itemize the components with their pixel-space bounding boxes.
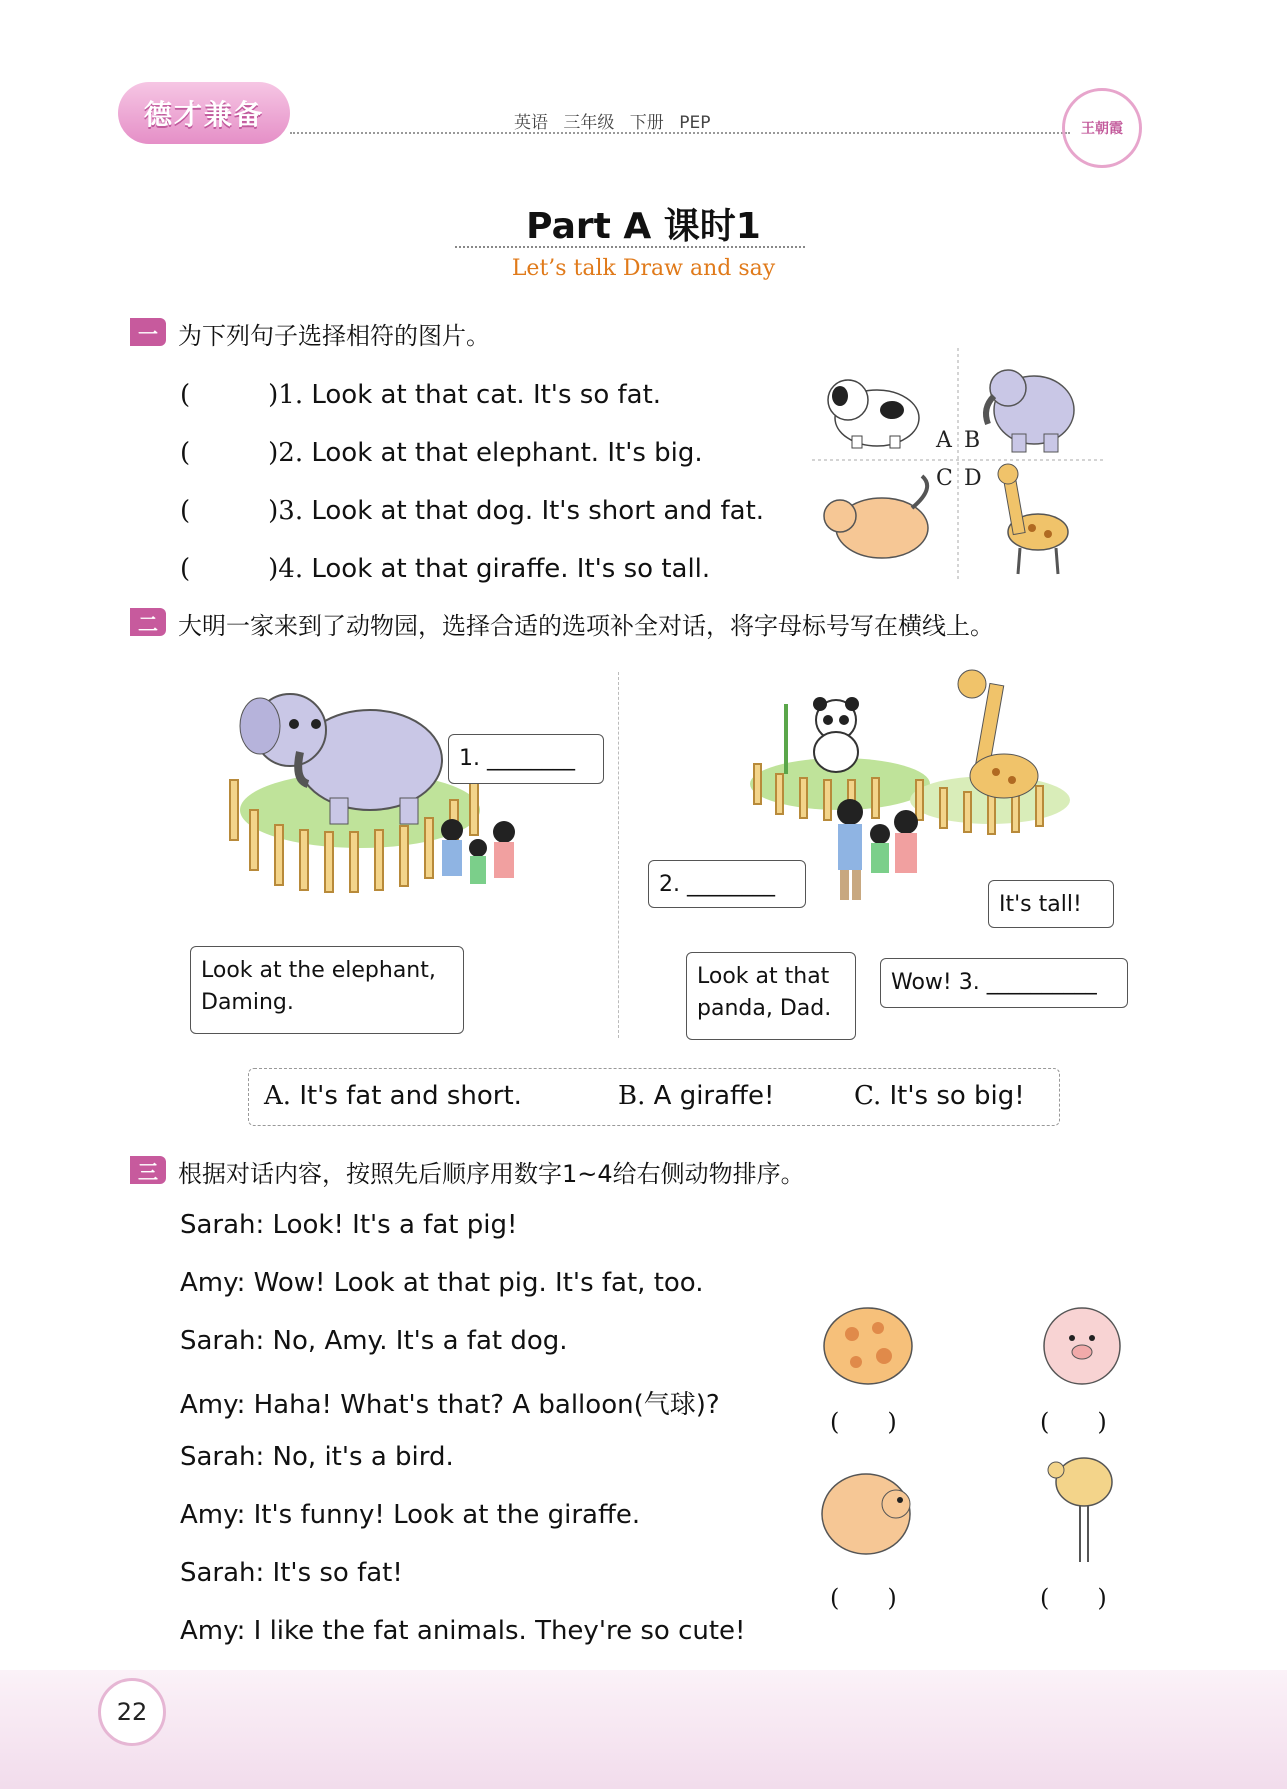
answer-blank[interactable]: ( ) — [180, 438, 279, 468]
option-b: B. A giraffe! — [618, 1081, 775, 1111]
dog-illustration — [828, 380, 919, 448]
dialog-line-1: Sarah: Look! It's a fat pig! — [180, 1210, 518, 1240]
dialog-line-5: Sarah: No, it's a bird. — [180, 1442, 454, 1472]
section-3-badge: 三 — [130, 1156, 166, 1184]
rank-blank-3[interactable]: ( ) — [830, 1584, 897, 1612]
rank-blank-1[interactable]: ( ) — [830, 1408, 897, 1436]
fat-dog — [816, 1464, 920, 1560]
page-subtitle: Let’s talk Draw and say — [511, 256, 776, 281]
speech-bubble-1[interactable]: 1. ________ — [448, 734, 604, 784]
book-info: 英语 三年级 下册 PEP — [514, 113, 711, 133]
label-b: B — [964, 428, 981, 453]
option-c: C. It's so big! — [854, 1081, 1025, 1111]
brand-logo: 德才兼备 — [118, 82, 290, 144]
balloon-bird — [1040, 1450, 1120, 1570]
animal-picture-grid — [812, 348, 1104, 580]
dialog-line-4: Amy: Haha! What's that? A balloon(气球)? — [180, 1390, 720, 1420]
dialog-line-8: Amy: I like the fat animals. They're so cute! — [180, 1616, 746, 1646]
publisher-stamp: 王朝霞 — [1062, 88, 1142, 168]
giraffe-illustration — [998, 464, 1068, 574]
rank-blank-4[interactable]: ( ) — [1040, 1584, 1107, 1612]
speech-bubble-panda: Look at that panda, Dad. — [686, 952, 856, 1040]
footer-band — [0, 1670, 1287, 1789]
section-2-instruction: 大明一家来到了动物园，选择合适的选项补全对话，将字母标号写在横线上。 — [178, 612, 994, 640]
speech-bubble-elephant: Look at the elephant, Daming. — [190, 946, 464, 1034]
scene-divider — [618, 672, 619, 1038]
fat-dog-art — [816, 1464, 920, 1560]
dialog-line-6: Amy: It's funny! Look at the giraffe. — [180, 1500, 641, 1530]
header-divider — [290, 132, 1070, 134]
question-1: ( )1. Look at that cat. It's so fat. — [180, 380, 662, 410]
dialog-line-3: Sarah: No, Amy. It's a fat dog. — [180, 1326, 568, 1356]
title-divider — [455, 246, 805, 248]
option-a: A. It's fat and short. — [264, 1081, 522, 1111]
elephant-illustration — [986, 370, 1074, 452]
answer-blank[interactable]: ( ) — [180, 380, 279, 410]
speech-bubble-2[interactable]: 2. ________ — [648, 860, 806, 908]
rank-blank-2[interactable]: ( ) — [1040, 1408, 1107, 1436]
cat-illustration — [824, 476, 928, 558]
label-d: D — [964, 466, 982, 491]
section-1-badge: 一 — [130, 318, 166, 346]
speech-bubble-tall: It's tall! — [988, 880, 1114, 928]
speech-bubble-3[interactable]: Wow! 3. __________ — [880, 958, 1128, 1008]
round-pig — [1040, 1304, 1124, 1388]
question-4: ( )4. Look at that giraffe. It's so tall. — [180, 554, 711, 584]
bird-art — [1040, 1450, 1120, 1570]
question-2: ( )2. Look at that elephant. It's big. — [180, 438, 703, 468]
spotted-fat-animal — [812, 1300, 922, 1390]
question-3: ( )3. Look at that dog. It's short and fat. — [180, 496, 765, 526]
section-3-instruction: 根据对话内容，按照先后顺序用数字1~4给右侧动物排序。 — [178, 1160, 805, 1188]
pig-art — [1040, 1304, 1124, 1388]
page-number: 22 — [98, 1678, 166, 1746]
elephant-scene-art — [220, 680, 540, 910]
answer-blank[interactable]: ( ) — [180, 496, 279, 526]
picture-grid-art — [812, 348, 1104, 580]
section-1-instruction: 为下列句子选择相符的图片。 — [178, 322, 490, 350]
dialog-line-2: Amy: Wow! Look at that pig. It's fat, too. — [180, 1268, 704, 1298]
dialog-line-7: Sarah: It's so fat! — [180, 1558, 403, 1588]
spotted-animal-art — [812, 1300, 922, 1390]
elephant-scene — [220, 680, 540, 910]
label-c: C — [936, 466, 953, 491]
answer-blank[interactable]: ( ) — [180, 554, 279, 584]
label-a: A — [936, 428, 952, 453]
page-title: Part A 课时1 — [526, 206, 761, 247]
section-2-badge: 二 — [130, 608, 166, 636]
